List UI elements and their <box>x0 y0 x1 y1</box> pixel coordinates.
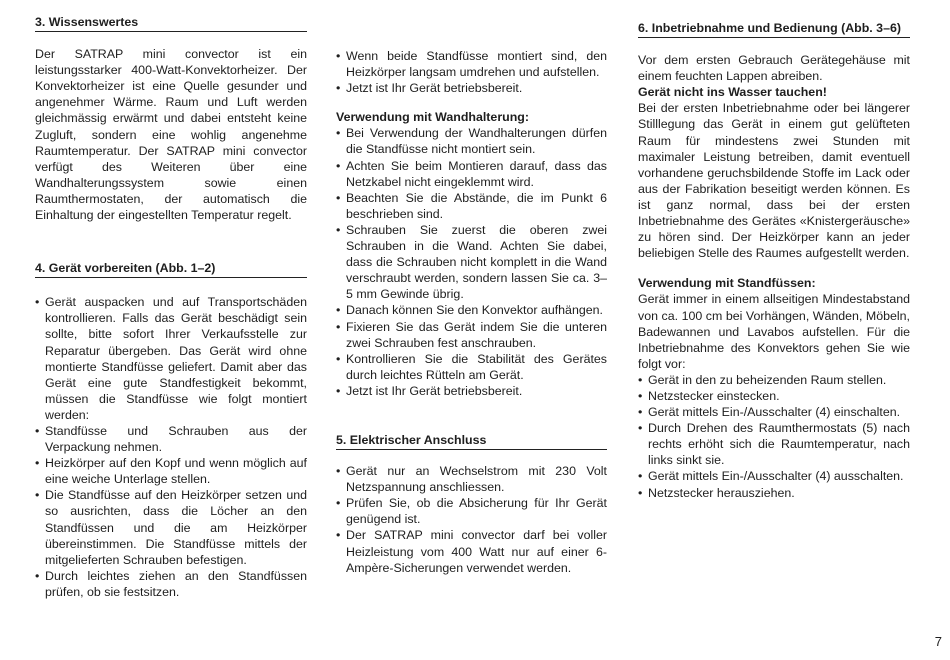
wall-mount-heading: Verwendung mit Wandhalterung: <box>336 110 529 125</box>
stand-list <box>638 372 910 501</box>
list-item: • Gerät in den zu beheizenden Raum stellen. <box>638 372 910 388</box>
section-4-list <box>35 294 307 600</box>
list-item: • Wenn beide Standfüsse montiert sind, den Heizkörper langsam umdrehen und aufstellen. <box>336 48 607 80</box>
list-item: • Beachten Sie die Abstände, die im Punkt 6 beschrieben sind. <box>336 190 607 222</box>
list-item: • Netzstecker herausziehen. <box>638 485 910 501</box>
list-item: • Kontrollieren Sie die Stabilität des Gerätes durch leichtes Rütteln am Gerät. <box>336 351 607 383</box>
first-use-text: Bei der ersten Inbetriebnahme oder bei längerer Stilllegung das Gerät in einem gut gelüfteten Raum für mindestens zwei Stunden mit maximaler Leistung betreiben, damit eventuell vorhandene geruchsbildende Stoffe im Lack oder aus der Fabrikation beseitigt werden können. Es ist ganz normal, dass bei der ersten Inbetriebnahme des Gerätes «Knistergeräusche» zu hören sind. Der Heizkörper kann an jeder beliebigen Stelle des Raumes aufgestellt werden. <box>638 101 910 261</box>
list-item: • Netzstecker einstecken. <box>638 388 910 404</box>
list-item: • Durch Drehen des Raumthermostats (5) nach rechts erhöht sich die Raumtemperatur, nach links sinkt sie. <box>638 420 910 468</box>
column-1 <box>35 0 307 600</box>
continued-list <box>336 48 607 96</box>
column-3 <box>638 0 910 501</box>
intro-text: Vor dem ersten Gebrauch Gerätegehäuse mit einem feuchten Lappen abreiben. <box>638 53 910 84</box>
wall-mount-list <box>336 125 607 399</box>
section-5-list <box>336 463 607 576</box>
section-4-heading: 4. Gerät vorbereiten (Abb. 1–2) <box>35 260 307 278</box>
list-item: • Gerät nur an Wechselstrom mit 230 Volt Netzspannung anschliessen. <box>336 463 607 495</box>
list-item: • Danach können Sie den Konvektor aufhängen. <box>336 302 607 318</box>
page-number: 7 <box>934 634 942 649</box>
list-item: • Bei Verwendung der Wandhalterungen dürfen die Standfüsse nicht montiert sein. <box>336 125 607 157</box>
list-item: • Standfüsse und Schrauben aus der Verpackung nehmen. <box>35 423 307 455</box>
stand-heading: Verwendung mit Standfüssen: <box>638 276 816 291</box>
list-item: • Prüfen Sie, ob die Absicherung für Ihr Gerät genügend ist. <box>336 495 607 527</box>
list-item: • Gerät mittels Ein-/Ausschalter (4) ausschalten. <box>638 468 910 484</box>
list-item: • Achten Sie beim Montieren darauf, dass das Netzkabel nicht eingeklemmt wird. <box>336 158 607 190</box>
section-3-text: Der SATRAP mini convector ist ein leistungsstarker 400-Watt-Konvektorheizer. Der Konvektorheizer ist eine Quelle gesunder und angenehmer Wärme. Raum und Luft werden gleichmässig erwärmt und dabei entsteht keine Zugluft, sondern eine wohlig angenehme Raumtemperatur. Der SATRAP mini convector verfügt des Weiteren über eine Wandhalterungssystem sowie einen Raumthermostaten, der automatisch die Einhaltung der eingestellten Temperatur regelt. <box>35 47 307 223</box>
column-2 <box>336 0 607 576</box>
list-item: • Jetzt ist Ihr Gerät betriebsbereit. <box>336 383 607 399</box>
list-item: • Gerät auspacken und auf Transportschäden kontrollieren. Falls das Gerät beschädigt sein sollte, bitte sofort Ihrer Verkaufsstelle zur Reparatur übergeben. Das Gerät wird ohne montierte Standfüsse geliefert. Damit aber das Gerät eine gute Standfestigkeit bekommt, müssen die Standfüsse wie folgt montiert werden: <box>35 294 307 423</box>
warning-text: Gerät nicht ins Wasser tauchen! <box>638 85 827 100</box>
section-3-heading: 3. Wissenswertes <box>35 14 307 32</box>
list-item: • Jetzt ist Ihr Gerät betriebsbereit. <box>336 80 607 96</box>
stand-text: Gerät immer in einem allseitigen Mindestabstand von ca. 100 cm bei Vorhängen, Wänden, Möbeln, Badewannen und Lavabos aufstellen. Für die Inbetriebnahme des Konvektors gehen Sie wie folgt vor: <box>638 292 910 371</box>
list-item: • Der SATRAP mini convector darf bei voller Heizleistung vom 400 Watt nur auf einer 6-Ampère-Sicherungen verwendet werden. <box>336 527 607 575</box>
list-item: • Heizkörper auf den Kopf und wenn möglich auf eine weiche Unterlage stellen. <box>35 455 307 487</box>
list-item: • Fixieren Sie das Gerät indem Sie die unteren zwei Schrauben fest anschrauben. <box>336 319 607 351</box>
list-item: • Durch leichtes ziehen an den Standfüssen prüfen, ob sie festsitzen. <box>35 568 307 600</box>
section-6-heading: 6. Inbetriebnahme und Bedienung (Abb. 3–6) <box>638 20 910 38</box>
list-item: • Schrauben Sie zuerst die oberen zwei Schrauben in die Wand. Achten Sie dabei, dass die Schrauben nicht komplett in die Wand verschraubt werden, sondern lassen Sie ca. 3–5 mm Gewinde übrig. <box>336 222 607 302</box>
list-item: • Die Standfüsse auf den Heizkörper setzen und so ausrichten, dass die Löcher an den Standfüssen und die am Heizkörper übereinstimmen. Die Standfüsse mittels der mitgelieferten Schrauben befestigen. <box>35 487 307 567</box>
section-5-heading: 5. Elektrischer Anschluss <box>336 432 607 450</box>
list-item: • Gerät mittels Ein-/Ausschalter (4) einschalten. <box>638 404 910 420</box>
